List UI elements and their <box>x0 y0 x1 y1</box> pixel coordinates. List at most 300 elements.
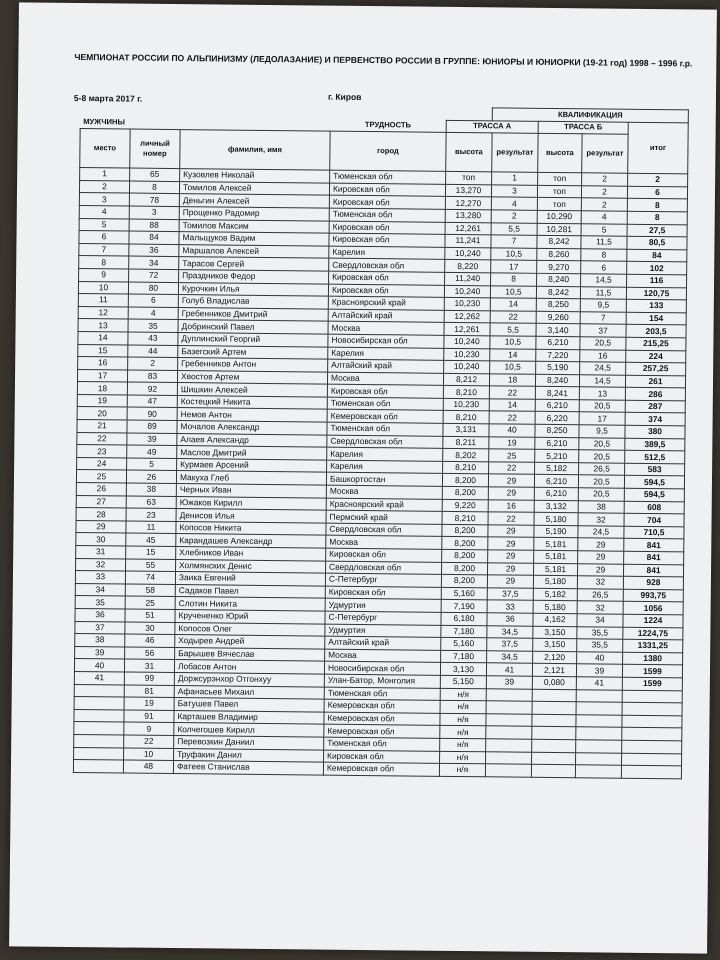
cell-hb <box>531 764 575 777</box>
cell-ra: 19 <box>489 436 535 449</box>
cell-city: Кировская обл <box>327 384 443 398</box>
cell-rb: 2 <box>581 198 627 211</box>
cell-ra: 29 <box>488 525 534 538</box>
discipline-label: ТРУДНОСТЬ <box>364 120 412 130</box>
cell-bib: 44 <box>128 345 178 358</box>
cell-ha: 7,190 <box>441 600 487 613</box>
results-table <box>73 103 689 779</box>
cell-city: Кемеровская обл <box>323 762 439 776</box>
cell-name: Колчегошев Кирилл <box>174 723 324 737</box>
cell-city: Кировская обл <box>328 284 444 298</box>
cell-ra: 10,5 <box>490 361 536 374</box>
cell-total <box>622 740 682 753</box>
cell-bib: 5 <box>127 458 177 471</box>
cell-hb: 3,140 <box>536 324 580 337</box>
cell-rb: 9,5 <box>580 299 626 312</box>
cell-place: 17 <box>77 369 127 382</box>
cell-hb: 5,190 <box>536 361 580 374</box>
cell-ha: 10,240 <box>444 335 490 348</box>
section-label: МУЖЧИНЫ <box>83 117 125 127</box>
cell-city: Кировская обл <box>329 183 445 197</box>
cell-place: 30 <box>76 533 126 546</box>
cell-name: Копосов Олег <box>175 622 325 636</box>
cell-hb: 8,242 <box>537 235 581 248</box>
cell-city: Новосибирская обл <box>328 334 444 348</box>
cell-rb: 11,5 <box>581 236 627 249</box>
cell-name: Карандашев Александр <box>176 534 326 548</box>
cell-name: Доржсурэнхор Отгонхуу <box>174 672 324 686</box>
cell-place: 4 <box>79 205 129 218</box>
cell-hb: 10,290 <box>537 210 581 223</box>
place-header: место <box>80 129 130 169</box>
cell-total: 287 <box>625 400 685 413</box>
cell-hb <box>532 752 576 765</box>
cell-name: Афанасьев Михаил <box>174 685 324 699</box>
cell-bib: 63 <box>126 496 176 509</box>
cell-rb: 39 <box>576 664 622 677</box>
cell-ha: 9,220 <box>442 499 488 512</box>
cell-hb: 3,150 <box>533 638 577 651</box>
name-header: фамилия, имя <box>180 130 330 171</box>
cell-rb <box>576 752 622 765</box>
cell-name: Черных Иван <box>176 484 326 498</box>
cell-ra <box>485 764 531 777</box>
cell-place: 25 <box>76 470 126 483</box>
cell-city: Тюменская обл <box>329 208 445 222</box>
cell-ra: 29 <box>488 487 534 500</box>
cell-ra: 33 <box>487 600 533 613</box>
cell-place: 1 <box>80 168 130 181</box>
cell-bib: 49 <box>127 445 177 458</box>
cell-ha: 8,210 <box>443 411 489 424</box>
cell-place: 14 <box>78 331 128 344</box>
cell-hb: 8,240 <box>535 374 579 387</box>
cell-hb <box>532 739 576 752</box>
cell-hb <box>532 727 576 740</box>
cell-ra: 29 <box>488 550 534 563</box>
cell-name: Алаев Александр <box>177 433 327 447</box>
cell-city: Свердловская обл <box>327 435 443 449</box>
cell-ha: н/я <box>440 688 486 701</box>
cell-ha: н/я <box>440 726 486 739</box>
cell-rb: 4 <box>581 211 627 224</box>
cell-total: 2 <box>628 173 688 186</box>
cell-name: Праздников Федор <box>179 269 329 283</box>
cell-city: Кемеровская обл <box>324 724 440 738</box>
cell-place: 36 <box>75 608 125 621</box>
cell-name: Маслов Дмитрий <box>177 446 327 460</box>
cell-bib: 43 <box>128 332 178 345</box>
cell-total: 928 <box>623 576 683 589</box>
cell-name: Мочалов Александр <box>177 421 327 435</box>
cell-city: Карелия <box>329 246 445 260</box>
cell-bib: 46 <box>125 634 175 647</box>
event-date: 5-8 марта 2017 г. <box>73 92 143 104</box>
cell-ha: топ <box>446 172 492 185</box>
cell-hb: 8,250 <box>536 298 580 311</box>
cell-hb <box>532 714 576 727</box>
height-a-header: высота <box>446 133 492 172</box>
cell-name: Деньгин Алексей <box>179 194 329 208</box>
cell-ra: 18 <box>489 374 535 387</box>
cell-total: 583 <box>625 463 685 476</box>
cell-bib: 26 <box>126 470 176 483</box>
cell-rb: 32 <box>578 513 624 526</box>
cell-ra <box>486 726 532 739</box>
cell-place: 35 <box>75 596 125 609</box>
cell-name: Курочкин Илья <box>178 282 328 296</box>
cell-ra: 29 <box>488 474 534 487</box>
cell-place: 2 <box>79 180 129 193</box>
cell-total: 389,5 <box>625 438 685 451</box>
cell-bib: 35 <box>128 319 178 332</box>
cell-place: 20 <box>77 407 127 420</box>
cell-ra: 22 <box>489 386 535 399</box>
cell-place: 11 <box>78 294 128 307</box>
cell-rb: 26,5 <box>577 589 623 602</box>
cell-ra <box>486 714 532 727</box>
cell-city: Кировская обл <box>325 586 441 600</box>
cell-ha: 10,230 <box>443 398 489 411</box>
cell-ha: 12,262 <box>444 310 490 323</box>
cell-place: 33 <box>75 571 125 584</box>
cell-rb <box>576 702 622 715</box>
cell-hb: 6,220 <box>535 412 579 425</box>
cell-hb: 3,150 <box>533 626 577 639</box>
cell-name: Добринский Павел <box>178 320 328 334</box>
cell-bib: 58 <box>125 584 175 597</box>
cell-ra <box>486 688 532 701</box>
cell-city: Кировская обл <box>329 196 445 210</box>
qualification-header: КВАЛИФИКАЦИЯ <box>492 108 688 123</box>
cell-city: Красноярский край <box>326 498 442 512</box>
cell-place: 27 <box>76 495 126 508</box>
cell-hb: 5,181 <box>534 550 578 563</box>
cell-city: Тюменская обл <box>324 687 440 701</box>
cell-city: Башкортостан <box>326 473 442 487</box>
cell-name: Хвостов Артем <box>177 370 327 384</box>
cell-ra: 29 <box>488 562 534 575</box>
cell-rb: 8 <box>581 249 627 262</box>
cell-rb: 7 <box>580 311 626 324</box>
cell-name: Хлебников Иван <box>176 547 326 561</box>
cell-name: Барышев Вячеслав <box>175 647 325 661</box>
cell-hb: 8,242 <box>536 286 580 299</box>
cell-bib: 6 <box>128 294 178 307</box>
cell-ha: 8,200 <box>442 524 488 537</box>
cell-city: Удмуртия <box>325 598 441 612</box>
cell-bib: 2 <box>128 357 178 370</box>
cell-total: 710,5 <box>624 526 684 539</box>
cell-rb: 20,5 <box>579 437 625 450</box>
cell-bib: 90 <box>127 407 177 420</box>
cell-city: Кировская обл <box>324 750 440 764</box>
cell-ra: 22 <box>488 512 534 525</box>
cell-rb <box>576 689 622 702</box>
cell-ra: 4 <box>491 197 537 210</box>
cell-bib: 4 <box>128 307 178 320</box>
cell-city: Кировская обл <box>326 548 442 562</box>
cell-ra: 10,5 <box>490 336 536 349</box>
cell-total: 261 <box>625 375 685 388</box>
cell-city: Тюменская обл <box>330 170 446 184</box>
cell-rb: 40 <box>577 651 623 664</box>
cell-rb: 20,5 <box>578 488 624 501</box>
cell-rb <box>576 740 622 753</box>
cell-name: Прощенко Радомир <box>179 207 329 221</box>
cell-total: 608 <box>624 501 684 514</box>
cell-ra: 34,5 <box>487 651 533 664</box>
cell-place: 16 <box>78 357 128 370</box>
cell-total: 203,5 <box>626 325 686 338</box>
cell-ha: 11,241 <box>445 235 491 248</box>
cell-name: Голуб Владислав <box>178 295 328 309</box>
cell-place: 6 <box>79 231 129 244</box>
cell-hb: 4,162 <box>533 613 577 626</box>
cell-hb: 5,180 <box>533 601 577 614</box>
cell-place: 40 <box>74 659 124 672</box>
cell-bib: 39 <box>127 433 177 446</box>
cell-city: Кемеровская обл <box>324 712 440 726</box>
cell-ha: 8,200 <box>441 562 487 575</box>
cell-ra: 29 <box>487 575 533 588</box>
cell-bib: 22 <box>124 735 174 748</box>
cell-name: Копосов Никита <box>176 521 326 535</box>
cell-place: 38 <box>75 634 125 647</box>
cell-ha: 8,202 <box>443 449 489 462</box>
cell-ha: 7,180 <box>441 650 487 663</box>
cell-rb: 13 <box>579 387 625 400</box>
cell-ha: 10,240 <box>444 285 490 298</box>
cell-total: 841 <box>624 539 684 552</box>
cell-bib: 25 <box>125 596 175 609</box>
cell-bib: 74 <box>125 571 175 584</box>
cell-place: 34 <box>75 583 125 596</box>
cell-city: Карелия <box>328 347 444 361</box>
cell-ha: 8,210 <box>442 512 488 525</box>
cell-ra <box>486 751 532 764</box>
cell-ra: 40 <box>489 424 535 437</box>
cell-bib: 45 <box>126 533 176 546</box>
cell-ra: 34,5 <box>487 625 533 638</box>
cell-rb: 35,5 <box>577 639 623 652</box>
cell-city: Кировская обл <box>329 271 445 285</box>
cell-city: Москва <box>325 649 441 663</box>
cell-city: Новосибирская обл <box>324 661 440 675</box>
cell-ha: 13,280 <box>445 209 491 222</box>
cell-ha: 8,200 <box>441 575 487 588</box>
cell-city: Москва <box>327 372 443 386</box>
cell-place: 12 <box>78 306 128 319</box>
cell-total: 594,5 <box>624 476 684 489</box>
cell-hb: топ <box>537 185 581 198</box>
city-header: город <box>330 131 446 171</box>
cell-place <box>74 709 124 722</box>
cell-name: Труфакин Данил <box>174 748 324 762</box>
cell-name: Батушев Павел <box>174 698 324 712</box>
cell-city: Кировская обл <box>329 221 445 235</box>
cell-ra <box>486 701 532 714</box>
cell-ha: н/я <box>439 763 485 776</box>
cell-rb: 29 <box>578 538 624 551</box>
cell-rb: 2 <box>582 173 628 186</box>
cell-bib: 51 <box>125 609 175 622</box>
cell-ha: н/я <box>440 713 486 726</box>
cell-ra: 2 <box>491 210 537 223</box>
cell-name: Мальщуков Вадим <box>179 232 329 246</box>
cell-name: Перевозкин Даниил <box>174 735 324 749</box>
cell-total: 841 <box>624 551 684 564</box>
cell-ra: 3 <box>491 185 537 198</box>
cell-bib: 31 <box>124 659 174 672</box>
cell-total: 704 <box>624 513 684 526</box>
cell-name: Заика Евгений <box>175 572 325 586</box>
cell-bib: 91 <box>124 710 174 723</box>
cell-ha: 8,212 <box>443 373 489 386</box>
cell-place: 8 <box>79 256 129 269</box>
cell-rb: 29 <box>578 551 624 564</box>
cell-total: 133 <box>626 299 686 312</box>
cell-rb: 9,5 <box>579 425 625 438</box>
cell-place: 15 <box>78 344 128 357</box>
cell-ra: 14 <box>490 348 536 361</box>
cell-hb: 5,180 <box>534 513 578 526</box>
cell-ha: 8,200 <box>442 537 488 550</box>
cell-city: Улан-Батор, Монголия <box>324 674 440 688</box>
cell-name: Гребенников Антон <box>178 358 328 372</box>
cell-hb: 5,210 <box>535 450 579 463</box>
height-b-header: высота <box>538 134 582 173</box>
cell-ra: 29 <box>488 537 534 550</box>
cell-ha: 8,220 <box>445 260 491 273</box>
cell-total <box>622 715 682 728</box>
cell-ha: 10,230 <box>444 297 490 310</box>
cell-rb: 14,5 <box>579 374 625 387</box>
cell-city: Красноярский край <box>328 296 444 310</box>
cell-place: 39 <box>75 646 125 659</box>
cell-bib: 8 <box>129 181 179 194</box>
cell-place: 19 <box>77 394 127 407</box>
cell-hb: 6,210 <box>534 487 578 500</box>
cell-total: 993,75 <box>623 589 683 602</box>
cell-ra: 8 <box>491 273 537 286</box>
cell-hb: 5,190 <box>534 525 578 538</box>
cell-ra: 37,5 <box>487 588 533 601</box>
cell-city: Свердловская обл <box>329 258 445 272</box>
results-body <box>73 168 687 779</box>
cell-hb <box>532 689 576 702</box>
cell-bib: 15 <box>126 546 176 559</box>
cell-total: 1599 <box>622 665 682 678</box>
cell-rb: 14,5 <box>581 274 627 287</box>
cell-place: 13 <box>78 319 128 332</box>
cell-ra: 16 <box>488 499 534 512</box>
cell-name: Дуплинский Георгий <box>178 332 328 346</box>
cell-bib: 56 <box>125 647 175 660</box>
cell-hb: 5,181 <box>534 563 578 576</box>
cell-place: 10 <box>78 281 128 294</box>
cell-name: Кузовлев Николай <box>180 169 330 183</box>
cell-rb: 5 <box>581 223 627 236</box>
cell-name: Курмаев Арсений <box>177 458 327 472</box>
cell-hb: 8,260 <box>537 248 581 261</box>
result-a-header: результат <box>492 133 538 172</box>
cell-name: Лобасов Антон <box>174 660 324 674</box>
cell-total: 374 <box>625 413 685 426</box>
cell-place: 41 <box>74 671 124 684</box>
cell-rb: 26,5 <box>579 463 625 476</box>
cell-hb: 2,121 <box>532 664 576 677</box>
cell-ra: 14 <box>489 399 535 412</box>
cell-hb: 6,210 <box>534 475 578 488</box>
cell-total: 512,5 <box>625 450 685 463</box>
cell-bib: 47 <box>127 395 177 408</box>
cell-name: Немов Антон <box>177 408 327 422</box>
cell-total: 286 <box>625 388 685 401</box>
cell-hb <box>532 701 576 714</box>
cell-hb: топ <box>538 173 582 186</box>
cell-bib: 89 <box>127 420 177 433</box>
cell-total: 594,5 <box>624 488 684 501</box>
cell-ha: 12,261 <box>445 222 491 235</box>
cell-city: Карелия <box>327 447 443 461</box>
cell-hb: 9,260 <box>536 311 580 324</box>
cell-ra: 22 <box>489 411 535 424</box>
event-city: г. Киров <box>327 91 362 102</box>
cell-place: 29 <box>76 520 126 533</box>
cell-name: Карташев Владимир <box>174 710 324 724</box>
cell-place: 22 <box>77 432 127 445</box>
cell-name: Базегский Артем <box>178 345 328 359</box>
cell-rb: 29 <box>578 563 624 576</box>
cell-city: Алтайский край <box>325 636 441 650</box>
paper-sheet <box>9 2 717 953</box>
cell-place <box>74 747 124 760</box>
cell-place: 24 <box>77 457 127 470</box>
cell-rb: 24,5 <box>578 526 624 539</box>
cell-bib: 30 <box>125 622 175 635</box>
cell-bib: 11 <box>126 521 176 534</box>
bib-header: личный номер <box>130 129 180 169</box>
cell-city: Алтайский край <box>328 309 444 323</box>
cell-hb: 5,181 <box>534 538 578 551</box>
cell-city: Москва <box>326 485 442 499</box>
cell-name: Шишкин Алексей <box>177 383 327 397</box>
cell-total <box>622 702 682 715</box>
cell-city: С-Петербург <box>325 573 441 587</box>
cell-place: 3 <box>79 193 129 206</box>
cell-city: Тюменская обл <box>324 737 440 751</box>
cell-bib: 88 <box>129 219 179 232</box>
cell-city: Тюменская обл <box>327 397 443 411</box>
cell-bib: 99 <box>124 672 174 685</box>
cell-rb: 38 <box>578 500 624 513</box>
cell-total: 8 <box>627 211 687 224</box>
cell-hb: 5,180 <box>533 575 577 588</box>
cell-bib: 80 <box>128 282 178 295</box>
cell-place: 26 <box>76 483 126 496</box>
cell-name: Денисов Илья <box>176 509 326 523</box>
cell-rb: 20,5 <box>578 475 624 488</box>
cell-place <box>74 722 124 735</box>
cell-total: 8 <box>627 199 687 212</box>
cell-city: Кемеровская обл <box>327 410 443 424</box>
cell-total: 224 <box>626 350 686 363</box>
result-b-header: результат <box>582 134 628 173</box>
cell-rb: 16 <box>580 349 626 362</box>
cell-total: 1599 <box>622 677 682 690</box>
cell-ra: 25 <box>489 449 535 462</box>
